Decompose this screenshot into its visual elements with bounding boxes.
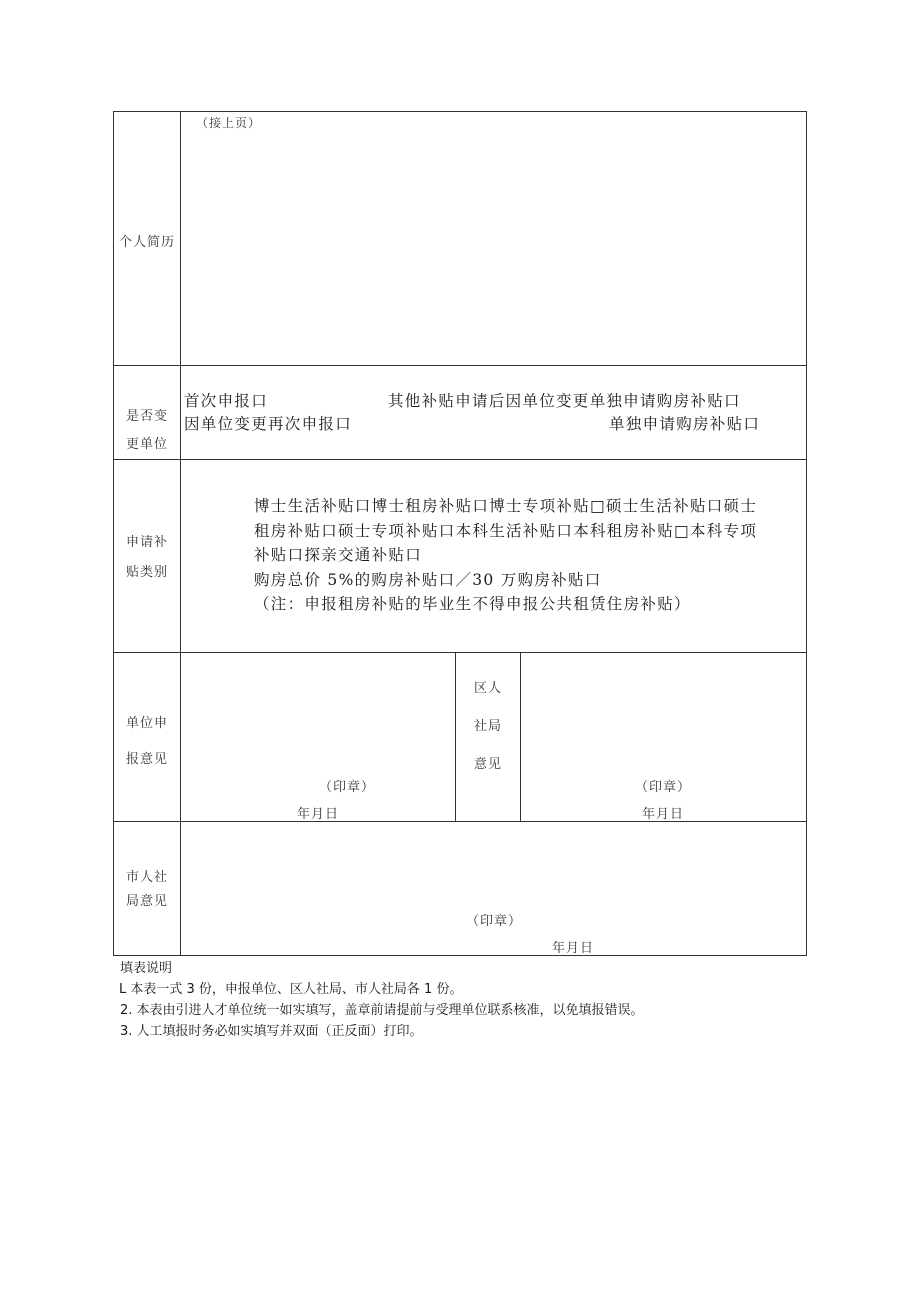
unit-seal: （印章） [319, 780, 376, 795]
unit-change-label [114, 406, 180, 456]
row-divider-2 [114, 459, 806, 460]
option-first-application[interactable]: 首次申报口 [184, 392, 269, 410]
option-separate-housing-subsidy[interactable]: 单独申请购房补贴口 [609, 415, 761, 433]
unit-change-label-line1: 是否变 [125, 409, 168, 424]
subsidy-options-line-1[interactable]: 博士生活补贴口博士租房补贴口博士专项补贴□硕士生活补贴口硕士 [254, 497, 758, 515]
instruction-item-2: 2. 本表由引进人才单位统一如实填写，盖章前请提前与受理单位联系核准，以免填报错误。 [120, 1003, 644, 1018]
city-opinion-label [114, 867, 180, 913]
subsidy-type-label-line2: 贴类别 [125, 565, 168, 580]
district-seal: （印章） [635, 780, 692, 795]
opinion-divider-2 [520, 652, 521, 821]
option-reapply-after-change[interactable]: 因单位变更再次申报口 [184, 415, 353, 433]
option-other-subsidy-then-change[interactable]: 其他补贴申请后因单位变更单独申请购房补贴口 [388, 392, 741, 410]
subsidy-options [254, 494, 757, 617]
district-opinion-label-line3: 意见 [473, 757, 502, 772]
instructions-title: 填表说明 [120, 961, 173, 976]
instruction-item-3: 3. 人工填报时务必如实填写并双面（正反面）打印。 [120, 1024, 423, 1039]
city-opinion-label-line2: 局意见 [125, 894, 168, 909]
unit-opinion-label-line1: 单位申 [125, 716, 168, 731]
city-seal: （印章） [466, 914, 523, 929]
district-opinion-label-line2: 社局 [473, 719, 502, 734]
subsidy-note: （注：申报租房补贴的毕业生不得申报公共租赁住房补贴） [254, 595, 691, 613]
unit-opinion-label-line2: 报意见 [125, 752, 168, 767]
subsidy-type-label [114, 532, 180, 584]
district-opinion-label [456, 678, 520, 776]
district-date: 年月日 [642, 807, 685, 822]
subsidy-options-line-3[interactable]: 补贴口探亲交通补贴口 [254, 546, 423, 564]
subsidy-type-label-line1: 申请补 [125, 535, 168, 550]
application-form-table [113, 111, 807, 956]
row-divider-3 [114, 652, 806, 653]
resume-label: 个人简历 [118, 235, 175, 250]
continued-note: （接上页） [196, 116, 262, 130]
resume-content-area[interactable] [181, 132, 806, 364]
subsidy-options-line-2[interactable]: 租房补贴口硕士专项补贴口本科生活补贴口本科租房补贴□本科专项 [254, 521, 758, 540]
unit-opinion-label [114, 713, 180, 771]
unit-change-label-line2: 更单位 [125, 437, 168, 452]
district-opinion-label-line1: 区人 [473, 681, 502, 696]
city-opinion-label-line1: 市人社 [125, 870, 168, 885]
subsidy-options-line-4[interactable]: 购房总价 5%的购房补贴口／30 万购房补贴口 [254, 570, 602, 589]
row-divider-4 [114, 821, 806, 822]
instruction-item-1: L 本表一式 3 份，申报单位、区人社局、市人社局各 1 份。 [119, 982, 463, 997]
unit-date: 年月日 [297, 807, 340, 822]
filling-instructions [120, 958, 644, 1042]
row-divider-1 [114, 365, 806, 366]
city-date: 年月日 [552, 941, 595, 956]
